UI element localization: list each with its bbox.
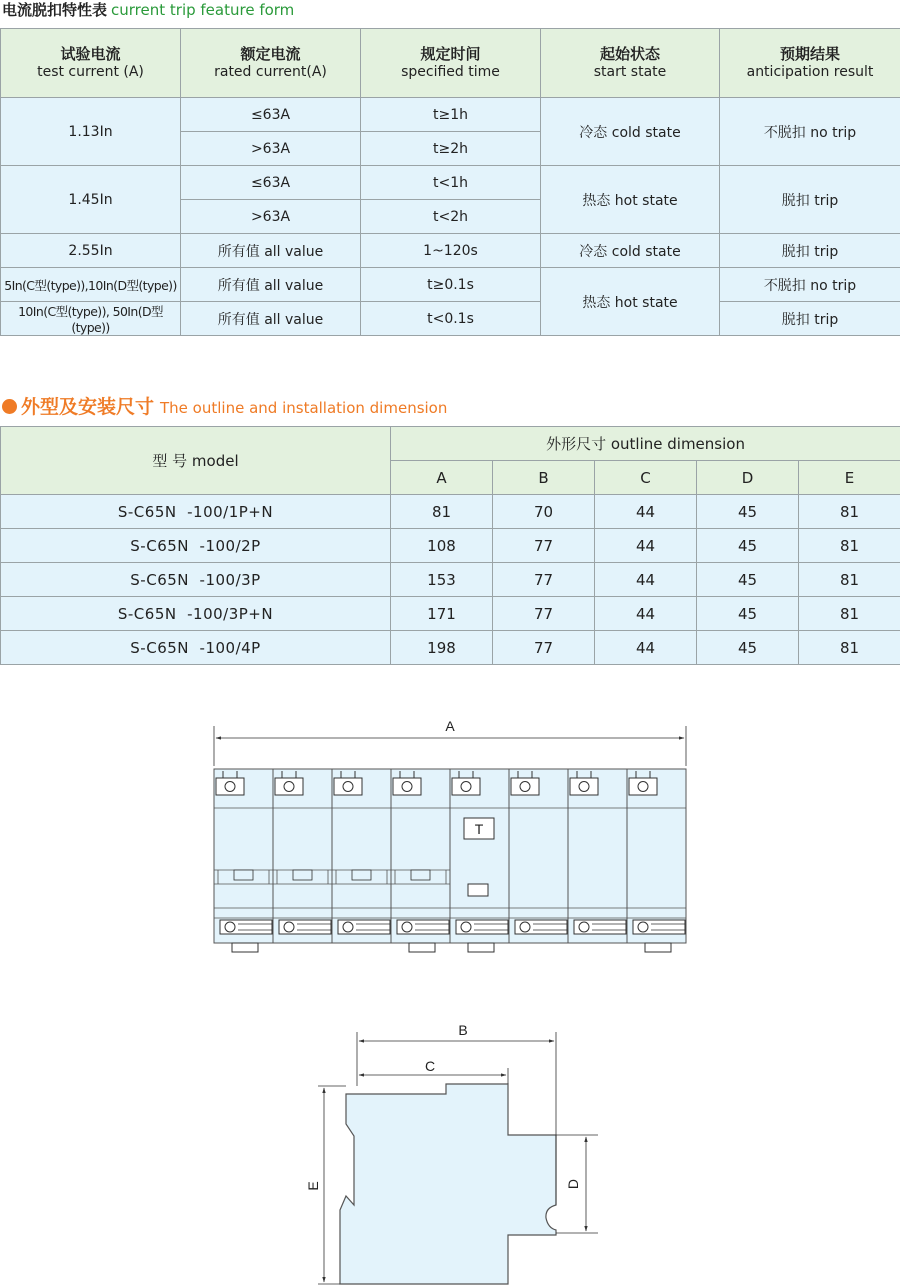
din-clip	[409, 943, 435, 952]
handle-slot	[293, 870, 312, 880]
header-zh: 预期结果	[779, 45, 840, 63]
handle-slot	[234, 870, 253, 880]
screw-icon	[225, 782, 235, 792]
model-cell: S-C65N -100/3P+N	[1, 597, 391, 631]
din-clip	[645, 943, 671, 952]
screw-icon	[343, 922, 353, 932]
screw-icon	[461, 922, 471, 932]
screw-icon	[520, 782, 530, 792]
header-zh: 试验电流	[60, 45, 121, 63]
dim-cell: 44	[595, 631, 697, 665]
dim-cell: 45	[697, 563, 799, 597]
dim-cell: 44	[595, 597, 697, 631]
dim-cell: 70	[493, 495, 595, 529]
screw-icon	[343, 782, 353, 792]
dim-cell: 44	[595, 529, 697, 563]
rated-current-cell: >63A	[181, 132, 361, 166]
dim-cell: 77	[493, 529, 595, 563]
front-view-drawing	[214, 718, 686, 952]
screw-icon	[638, 782, 648, 792]
specified-time-cell: t≥0.1s	[361, 268, 541, 302]
dim-cell: 81	[799, 563, 900, 597]
header-zh: 额定电流	[240, 45, 301, 63]
header-zh: 规定时间	[420, 45, 481, 63]
header-en: specified time	[401, 64, 500, 80]
rated-current-cell: ≤63A	[181, 98, 361, 132]
rated-current-cell: >63A	[181, 200, 361, 234]
header-col-b: B	[493, 461, 595, 495]
model-cell: S-C65N -100/3P	[1, 563, 391, 597]
screw-icon	[284, 922, 294, 932]
start-state-cell: 热态 hot state	[541, 268, 720, 336]
screw-icon	[284, 782, 294, 792]
front-dim-label-a: A	[445, 718, 455, 734]
dimension-title-zh: 外型及安装尺寸	[21, 396, 155, 418]
header-col-a: A	[391, 461, 493, 495]
header-col-d: D	[697, 461, 799, 495]
rated-current-cell: ≤63A	[181, 166, 361, 200]
model-cell: S-C65N -100/1P+N	[1, 495, 391, 529]
specified-time-cell: t≥2h	[361, 132, 541, 166]
dim-cell: 108	[391, 529, 493, 563]
header-outline-dimension: 外形尺寸 outline dimension	[391, 427, 900, 461]
start-state-cell: 冷态 cold state	[541, 234, 720, 268]
test-current-cell: 5In(C型(type)),10In(D型(type))	[1, 268, 181, 302]
dim-cell: 77	[493, 631, 595, 665]
rated-current-cell: 所有值 all value	[181, 302, 361, 336]
specified-time-cell: t<1h	[361, 166, 541, 200]
header-en: start state	[593, 64, 667, 80]
specified-time-cell: t<0.1s	[361, 302, 541, 336]
screw-icon	[402, 922, 412, 932]
header-zh: 起始状态	[599, 45, 660, 63]
test-current-cell: 2.55In	[1, 234, 181, 268]
model-cell: S-C65N -100/4P	[1, 631, 391, 665]
test-current-cell: 10In(C型(type)), 50In(D型(type))	[1, 302, 181, 336]
model-cell: S-C65N -100/2P	[1, 529, 391, 563]
din-clip	[232, 943, 258, 952]
dim-cell: 45	[697, 495, 799, 529]
result-cell: 脱扣 trip	[720, 234, 900, 268]
side-dim-label-b: B	[458, 1022, 468, 1038]
dim-cell: 81	[799, 495, 900, 529]
result-cell: 脱扣 trip	[720, 166, 900, 234]
dim-cell: 198	[391, 631, 493, 665]
header-col-c: C	[595, 461, 697, 495]
side-view-drawing	[305, 1022, 598, 1284]
side-dim-label-e: E	[305, 1181, 321, 1191]
rated-current-cell: 所有值 all value	[181, 268, 361, 302]
start-state-cell: 热态 hot state	[541, 166, 720, 234]
dimension-title-en: The outline and installation dimension	[160, 399, 448, 417]
header-col-e: E	[799, 461, 900, 495]
result-cell: 脱扣 trip	[720, 302, 900, 336]
dim-cell: 153	[391, 563, 493, 597]
specified-time-cell: t<2h	[361, 200, 541, 234]
handle-slot	[411, 870, 430, 880]
header-en: test current (A)	[37, 64, 144, 80]
dim-cell: 77	[493, 597, 595, 631]
dim-cell: 81	[799, 597, 900, 631]
dim-cell: 81	[799, 529, 900, 563]
header-model: 型 号 model	[1, 427, 391, 495]
dim-cell: 171	[391, 597, 493, 631]
test-current-cell: 1.45In	[1, 166, 181, 234]
result-cell: 不脱扣 no trip	[720, 268, 900, 302]
screw-icon	[402, 782, 412, 792]
din-clip	[468, 943, 494, 952]
screw-icon	[461, 782, 471, 792]
trip-table-title-zh: 电流脱扣特性表	[2, 1, 108, 19]
trip-table-title-en: current trip feature form	[111, 1, 295, 19]
dim-cell: 44	[595, 563, 697, 597]
specified-time-cell: 1~120s	[361, 234, 541, 268]
dim-cell: 77	[493, 563, 595, 597]
result-cell: 不脱扣 no trip	[720, 98, 900, 166]
rated-current-cell: 所有值 all value	[181, 234, 361, 268]
dim-cell: 81	[799, 631, 900, 665]
dim-cell: 45	[697, 529, 799, 563]
side-dim-label-d: D	[565, 1178, 581, 1190]
dim-cell: 45	[697, 597, 799, 631]
specified-time-cell: t≥1h	[361, 98, 541, 132]
screw-icon	[579, 782, 589, 792]
header-en: rated current(A)	[214, 64, 327, 80]
screw-icon	[579, 922, 589, 932]
header-en: anticipation result	[746, 64, 874, 80]
screw-icon	[638, 922, 648, 932]
dim-cell: 44	[595, 495, 697, 529]
handle-slot	[352, 870, 371, 880]
screw-icon	[225, 922, 235, 932]
side-dim-label-c: C	[424, 1058, 436, 1074]
test-button-label: T	[474, 821, 484, 837]
start-state-cell: 冷态 cold state	[541, 98, 720, 166]
screw-icon	[520, 922, 530, 932]
test-current-cell: 1.13In	[1, 98, 181, 166]
dim-cell: 45	[697, 631, 799, 665]
dim-cell: 81	[391, 495, 493, 529]
